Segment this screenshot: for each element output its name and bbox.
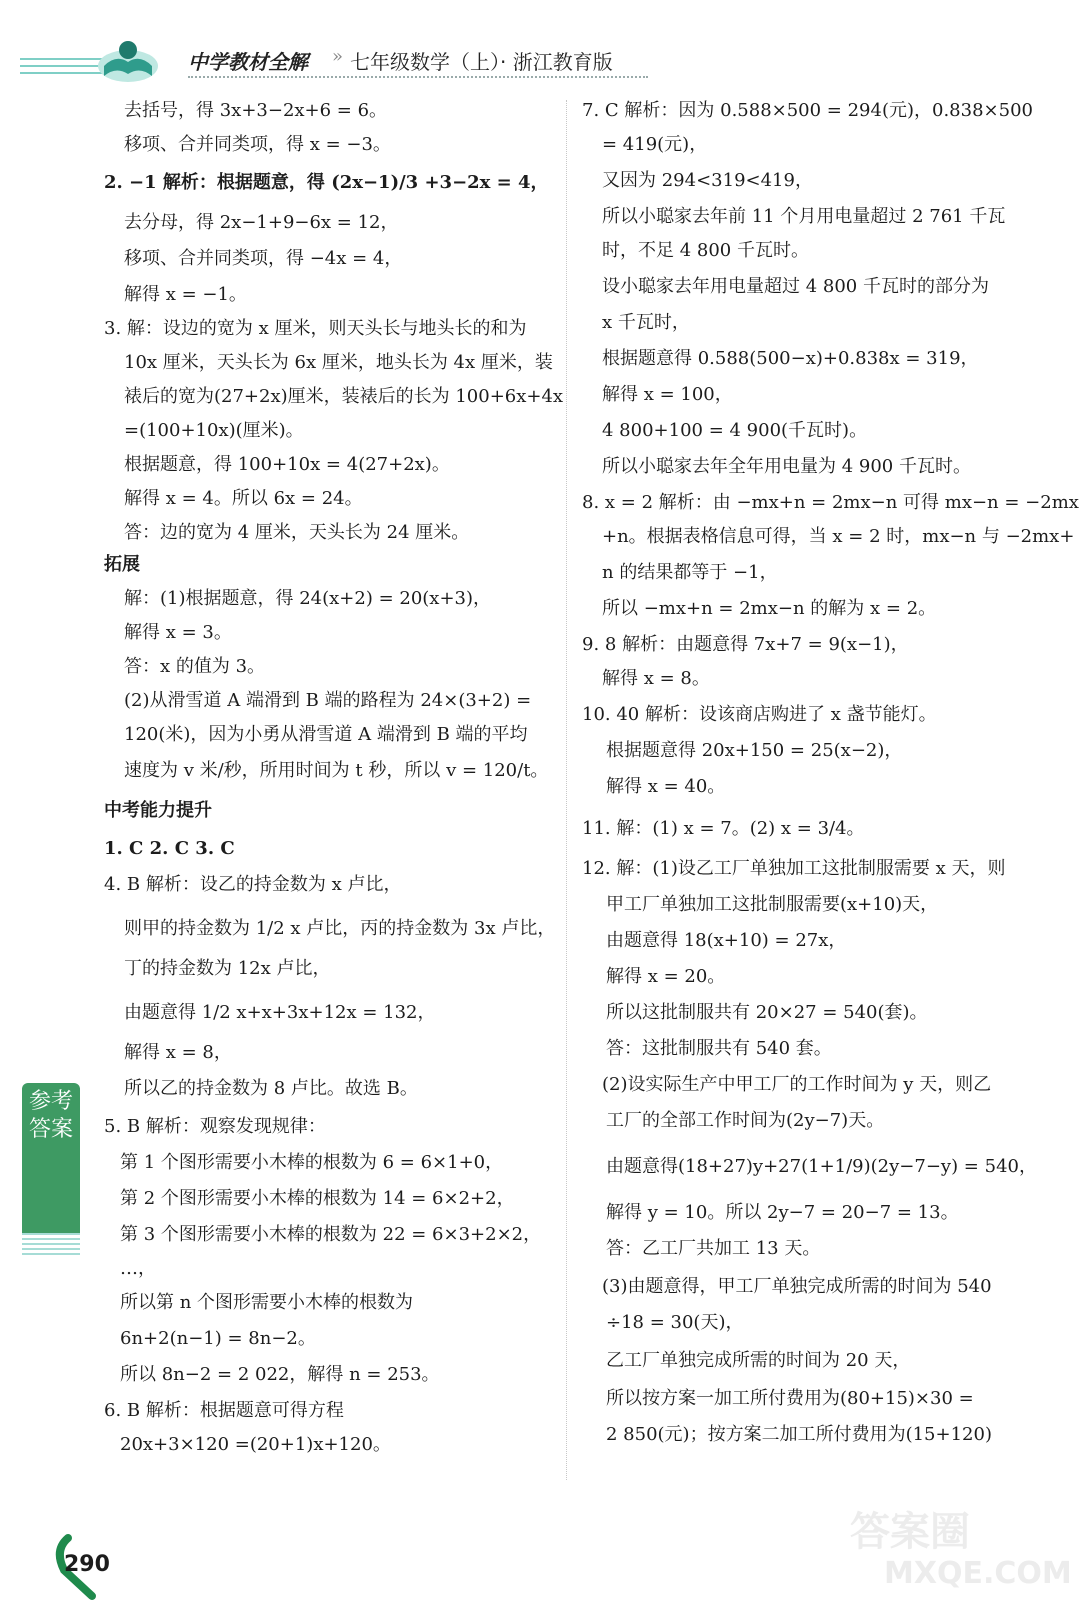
text-line: 解得 y = 10。所以 2y−7 = 20−7 = 13。 bbox=[606, 1202, 959, 1223]
text-line: 答：边的宽为 4 厘米，天头长为 24 厘米。 bbox=[124, 522, 470, 543]
text-line: 120(米)，因为小勇从滑雪道 A 端滑到 B 端的平均 bbox=[124, 724, 528, 745]
text-line: 裱后的宽为(27+2x)厘米，装裱后的长为 100+6x+4x bbox=[124, 386, 564, 407]
book-logo-icon bbox=[96, 36, 160, 84]
text-line: 第 2 个图形需要小木棒的根数为 14 = 6×2+2， bbox=[120, 1188, 515, 1209]
text-line: 根据题意，得 100+10x = 4(27+2x)。 bbox=[124, 454, 450, 475]
text-line: 2 850(元)；按方案二加工所付费用为(15+120) bbox=[606, 1424, 992, 1445]
text-line: 6n+2(n−1) = 8n−2。 bbox=[120, 1328, 316, 1349]
text-line: 移项、合并同类项，得 −4x = 4， bbox=[124, 248, 403, 269]
text-line: 根据题意得 0.588(500−x)+0.838x = 319， bbox=[602, 348, 979, 369]
text-line: 20x+3×120 =(20+1)x+120。 bbox=[120, 1434, 391, 1455]
text-line: (2)从滑雪道 A 端滑到 B 端的路程为 24×(3+2) = bbox=[124, 690, 532, 711]
text-line: 去分母，得 2x−1+9−6x = 12， bbox=[124, 212, 399, 233]
text-line: 解得 x = 3。 bbox=[124, 622, 232, 643]
question-heading: 4. B 解析：设乙的持金数为 x 卢比， bbox=[104, 874, 402, 895]
text-line: 4 800+100 = 4 900(千瓦时)。 bbox=[602, 420, 868, 441]
text-line: 所以小聪家去年全年用电量为 4 900 千瓦时。 bbox=[602, 456, 971, 477]
text-line: 所以按方案一加工所付费用为(80+15)×30 = bbox=[606, 1388, 974, 1409]
question-heading: 6. B 解析：根据题意可得方程 bbox=[104, 1400, 344, 1421]
text-line: 第 3 个图形需要小木棒的根数为 22 = 6×3+2×2， bbox=[120, 1224, 542, 1245]
question-heading: 12. 解：(1)设乙工厂单独加工这批制服需要 x 天，则 bbox=[582, 858, 1006, 879]
question-heading: 1. C 2. C 3. C bbox=[104, 838, 235, 859]
text-line: 所以这批制服共有 20×27 = 540(套)。 bbox=[606, 1002, 928, 1023]
text-line: 甲工厂单独加工这批制服需要(x+10)天， bbox=[606, 894, 939, 915]
header-separator: » bbox=[332, 46, 344, 67]
section-title: 中考能力提升 bbox=[104, 800, 212, 821]
page-header bbox=[0, 0, 1082, 100]
text-line: = 419(元)， bbox=[602, 134, 708, 155]
text-line: 答：x 的值为 3。 bbox=[124, 656, 266, 677]
book-title: 七年级数学（上）· 浙江教育版 bbox=[350, 50, 613, 74]
section-title: 拓展 bbox=[104, 554, 140, 575]
text-line: 去括号，得 3x+3−2x+6 = 6。 bbox=[124, 100, 388, 121]
text-line: (2)设实际生产中甲工厂的工作时间为 y 天，则乙 bbox=[602, 1074, 992, 1095]
text-line: 由题意得(18+27)y+27(1+1/9)(2y−7−y) = 540， bbox=[606, 1156, 1037, 1177]
text-line: 移项、合并同类项，得 x = −3。 bbox=[124, 134, 391, 155]
text-line: 解得 x = −1。 bbox=[124, 284, 247, 305]
text-line: 解得 x = 40。 bbox=[606, 776, 726, 797]
text-line: 所以 −mx+n = 2mx−n 的解为 x = 2。 bbox=[602, 598, 937, 619]
text-line: 乙工厂单独完成所需的时间为 20 天， bbox=[606, 1350, 911, 1371]
text-line: 由题意得 18(x+10) = 27x， bbox=[606, 930, 847, 951]
question-heading: 11. 解：(1) x = 7。(2) x = 3/4。 bbox=[582, 818, 865, 839]
text-line: 所以乙的持金数为 8 卢比。故选 B。 bbox=[124, 1078, 418, 1099]
watermark-url: MXQE.COM bbox=[884, 1556, 1072, 1591]
text-line: 解：(1)根据题意，得 24(x+2) = 20(x+3)， bbox=[124, 588, 492, 609]
text-line: =(100+10x)(厘米)。 bbox=[124, 420, 304, 441]
text-line: 解得 x = 8。 bbox=[602, 668, 710, 689]
text-line: 设小聪家去年用电量超过 4 800 千瓦时的部分为 bbox=[602, 276, 989, 297]
question-heading: 8. x = 2 解析：由 −mx+n = 2mx−n 可得 mx−n = −2mx bbox=[582, 492, 1079, 513]
question-heading: 3. 解：设边的宽为 x 厘米，则天头长与地头长的和为 bbox=[104, 318, 527, 339]
text-line: …， bbox=[120, 1258, 156, 1279]
text-line: 所以小聪家去年前 11 个月用电量超过 2 761 千瓦 bbox=[602, 206, 1006, 227]
text-line: 解得 x = 8， bbox=[124, 1042, 232, 1063]
text-line: 10x 厘米，天头长为 6x 厘米，地头长为 4x 厘米，装 bbox=[124, 352, 553, 373]
text-line: 时，不足 4 800 千瓦时。 bbox=[602, 240, 809, 261]
text-line: x 千瓦时， bbox=[602, 312, 690, 333]
text-line: 所以第 n 个图形需要小木棒的根数为 bbox=[120, 1292, 414, 1313]
text-line: 则甲的持金数为 1/2 x 卢比，丙的持金数为 3x 卢比， bbox=[124, 918, 556, 939]
text-line: (3)由题意得，甲工厂单独完成所需的时间为 540 bbox=[602, 1276, 992, 1297]
question-heading: 9. 8 解析：由题意得 7x+7 = 9(x−1)， bbox=[582, 634, 909, 655]
text-line: 解得 x = 100， bbox=[602, 384, 733, 405]
page-number: 290 bbox=[64, 1552, 110, 1577]
question-heading: 5. B 解析：观察发现规律： bbox=[104, 1116, 326, 1137]
text-line: 解得 x = 4。所以 6x = 24。 bbox=[124, 488, 363, 509]
question-heading: 7. C 解析：因为 0.588×500 = 294(元)，0.838×500 bbox=[582, 100, 1033, 121]
text-line: 速度为 v 米/秒，所用时间为 t 秒，所以 v = 120/t。 bbox=[124, 760, 549, 781]
text-line: 工厂的全部工作时间为(2y−7)天。 bbox=[606, 1110, 885, 1131]
text-line: n 的结果都等于 −1， bbox=[602, 562, 778, 583]
text-line: 所以 8n−2 = 2 022，解得 n = 253。 bbox=[120, 1364, 440, 1385]
text-line: 第 1 个图形需要小木棒的根数为 6 = 6×1+0， bbox=[120, 1152, 504, 1173]
question-heading: 2. −1 解析：根据题意，得 (2x−1)/3 +3−2x = 4， bbox=[104, 172, 549, 193]
column-divider bbox=[566, 100, 567, 1480]
text-line: 答：这批制服共有 540 套。 bbox=[606, 1038, 832, 1059]
text-line: ÷18 = 30(天)， bbox=[606, 1312, 744, 1333]
tab-decoration bbox=[22, 1233, 80, 1255]
text-line: 又因为 294<319<419， bbox=[602, 170, 813, 191]
text-line: 答：乙工厂共加工 13 天。 bbox=[606, 1238, 821, 1259]
text-line: 解得 x = 20。 bbox=[606, 966, 726, 987]
series-title: 中学教材全解 bbox=[188, 50, 308, 74]
text-line: 根据题意得 20x+150 = 25(x−2)， bbox=[606, 740, 903, 761]
text-line: +n。根据表格信息可得，当 x = 2 时，mx−n 与 −2mx+ bbox=[602, 526, 1075, 547]
header-dotted-rule bbox=[188, 76, 648, 78]
text-line: 由题意得 1/2 x+x+3x+12x = 132， bbox=[124, 1002, 436, 1023]
question-heading: 10. 40 解析：设该商店购进了 x 盏节能灯。 bbox=[582, 704, 937, 725]
watermark: 答案圈 bbox=[850, 1509, 970, 1555]
text-line: 丁的持金数为 12x 卢比， bbox=[124, 958, 331, 979]
answer-key-tab-label: 参考答案 bbox=[28, 1089, 73, 1142]
